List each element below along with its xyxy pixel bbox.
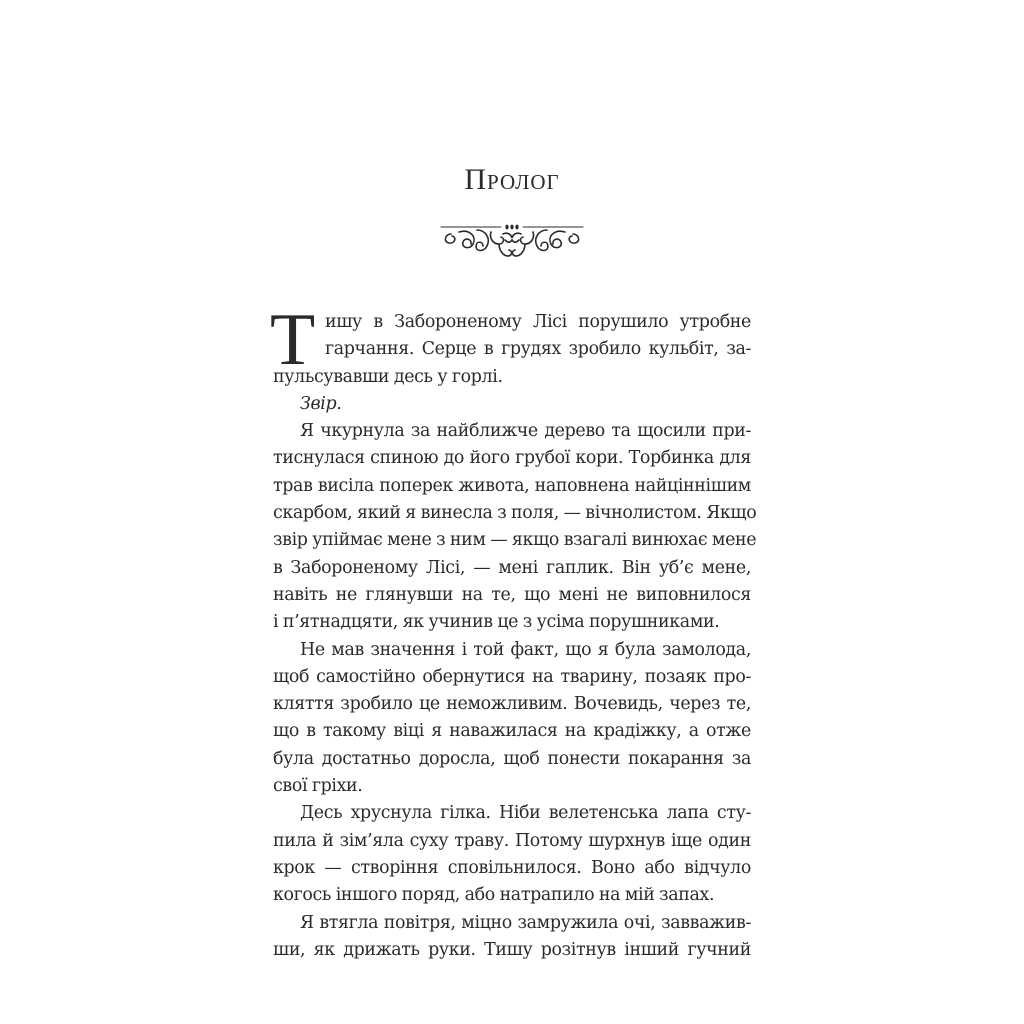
text-line: пульсувавши десь у горлі. — [273, 366, 503, 387]
text-line: що в такому віці я наважилася на крадіжку, а отже — [273, 721, 751, 742]
text-line: гарчання. Серце в грудях зробило кульбіт, за- — [325, 339, 751, 360]
prologue-body — [270, 299, 757, 964]
text-line: ши, як дрижать руки. Тишу розітнув інший гучний — [273, 939, 751, 960]
text-line: Я чкурнула за найближче дерево та щосили при- — [300, 421, 751, 442]
text-line: Звір. — [300, 393, 342, 414]
text-line: кляття зробило це неможливим. Вочевидь, через те, — [273, 694, 751, 715]
flourish-ornament-icon — [439, 222, 585, 262]
text-line: Десь хруснула гілка. Ніби велетенська лапа сту- — [300, 803, 751, 824]
text-line: Я втягла повітря, міцно замружила очі, завважив- — [300, 912, 751, 933]
text-line: трав висіла поперек живота, наповнена найціннішим — [273, 475, 751, 496]
text-line: в Забороненому Лісі, — мені гаплик. Він уб’є мене, — [273, 557, 751, 578]
text-line: скарбом, який я винесла з поля, — вічнолистом. Якщо — [273, 503, 757, 524]
text-line: щоб самостійно обернутися на тварину, позаяк про- — [273, 666, 751, 687]
drop-cap: Т — [270, 299, 315, 381]
text-line: тиснулася спиною до його грубої кори. Торбинка для — [273, 448, 751, 469]
text-line: крок — створіння сповільнилося. Воно або відчуло — [273, 857, 751, 878]
text-line: була достатньо доросла, щоб понести покарання за — [273, 748, 751, 769]
book-page — [270, 0, 757, 1024]
text-line: Не мав значення і той факт, що я була замолода, — [300, 639, 751, 660]
text-line: звір упіймає мене з ним — якщо взагалі винюхає мене — [273, 530, 757, 551]
text-line: ишу в Забороненому Лісі порушило утробне — [325, 312, 751, 332]
chapter-title: Пролог — [464, 163, 560, 196]
text-line: свої гріхи. — [273, 776, 363, 797]
text-line: когось іншого поряд, або натрапило на мій запах. — [273, 885, 715, 906]
text-line: навіть не глянувши на те, що мені не виповнилося — [273, 584, 751, 605]
text-line: пила й зім’яла суху траву. Потому шурхнув іще один — [273, 830, 751, 851]
text-line: і п’ятнадцяти, як учинив це з усіма порушниками. — [273, 612, 720, 633]
